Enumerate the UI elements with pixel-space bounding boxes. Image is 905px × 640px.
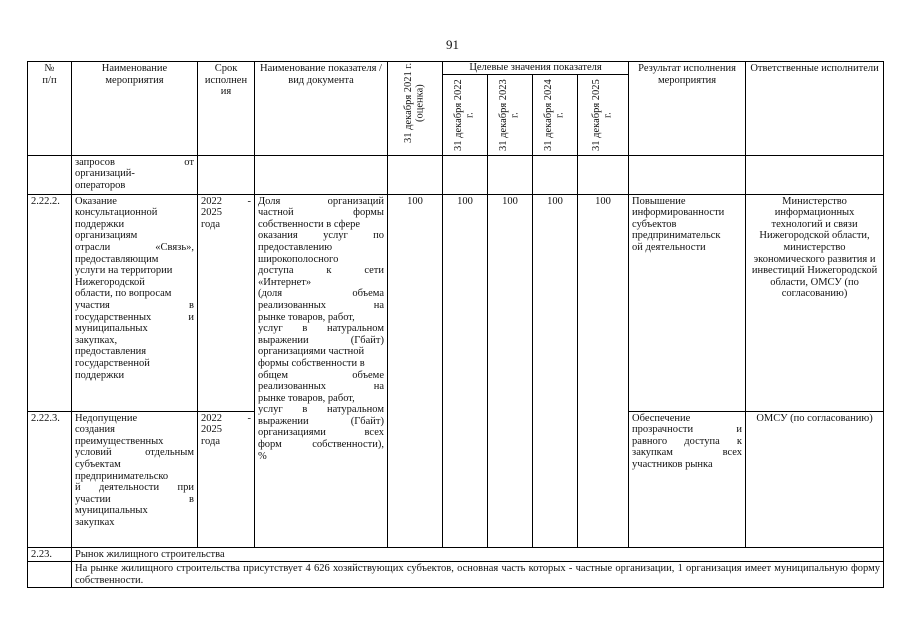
text-line: создания — [75, 424, 115, 436]
cell-term — [198, 194, 255, 411]
text-line: форм собственности), — [258, 439, 384, 451]
text-line: выражении (Гбайт) — [258, 334, 384, 346]
text-line: 2025 — [201, 424, 222, 436]
section-title: Рынок жилищного строительства — [72, 547, 884, 562]
cell-name — [72, 194, 198, 411]
text-line: 2022 - — [201, 195, 251, 207]
cell-2024: 100 — [533, 194, 578, 547]
header-name: Наименование мероприятия — [72, 62, 198, 156]
cell-num: 2.22.2. — [28, 194, 72, 411]
header-base-year — [388, 62, 443, 156]
text-line: выражении (Гбайт) — [258, 415, 384, 427]
cell-result — [629, 411, 746, 547]
text-line: государственных и — [75, 311, 194, 323]
text-line: прозрачности и — [632, 424, 743, 436]
text-line: предпринимательско — [75, 470, 169, 482]
text-line: предоставления — [75, 346, 147, 358]
text-line: поддержки — [75, 218, 125, 230]
text-line: реализованных на — [258, 299, 384, 311]
table-header-row — [28, 62, 884, 75]
text-line: организациями всех — [258, 427, 384, 439]
text-line: общем объеме — [258, 369, 384, 381]
cell-num — [28, 562, 72, 588]
text-line: «Интернет» — [258, 276, 312, 288]
text-line: 2022 - — [201, 412, 251, 424]
text-line: частной формы — [258, 207, 384, 219]
header-result: Результат исполнения мероприятия — [629, 62, 746, 156]
cell-num: 2.22.3. — [28, 411, 72, 547]
cell-2022: 100 — [443, 194, 488, 547]
text-line: услуги на территории — [75, 265, 173, 277]
page-number: 91 — [446, 37, 459, 52]
text-line: широкополосного — [258, 253, 339, 265]
text-line: рынке товаров, работ, — [258, 311, 355, 323]
header-year-2022-text: 31 декабря 2022 г. — [453, 78, 476, 151]
text-line: ой деятельности — [632, 241, 706, 253]
text-line: участия в — [75, 299, 194, 311]
text-line: консультационной — [75, 207, 158, 219]
text-line: отрасли «Связь», — [75, 241, 194, 253]
cell-2025 — [578, 155, 629, 194]
text-line: организациями частной — [258, 346, 365, 358]
text-line: муниципальных — [75, 323, 148, 335]
text-line: государственной — [75, 357, 150, 369]
text-line: организациям — [75, 230, 138, 242]
text-line: формы собственности в — [258, 357, 365, 369]
header-target-values: Целевые значения показателя — [443, 62, 629, 75]
header-year-2025-text: 31 декабря 2025 г. — [591, 78, 615, 151]
cell-2024 — [533, 155, 578, 194]
text-line: субъектов — [632, 218, 677, 230]
text-line: года — [201, 218, 220, 230]
cell-2022 — [443, 155, 488, 194]
cell-indicator — [255, 155, 388, 194]
text-line: области, по вопросам — [75, 288, 172, 300]
text-line: участии в — [75, 493, 194, 505]
text-line: Доля организаций — [258, 195, 384, 207]
cell-2023: 100 — [488, 194, 533, 547]
text-line: субъектам — [75, 458, 121, 470]
header-indicator: Наименование показателя / вид документа — [255, 62, 388, 156]
header-num: № п/п — [28, 62, 72, 156]
text-line: информированности — [632, 207, 725, 219]
cell-responsible: Министерство информационных технологий и связи Нижегородской области, министерство экономического развития и инвестиций Нижегородской области, ОМСУ (по согласованию) — [746, 194, 884, 411]
header-year-2023-text: 31 декабря 2023 г. — [498, 78, 521, 151]
header-base-year-text: 31 декабря 2021 г. (оценка) — [403, 62, 426, 144]
header-year-2024-text: 31 декабря 2024 г. — [543, 78, 566, 151]
text-line: закупках, — [75, 334, 118, 346]
text-line: Повышение — [632, 195, 686, 207]
text-line: закупкам всех — [632, 447, 743, 459]
text-line: организаций- — [75, 168, 135, 180]
cell-term — [198, 411, 255, 547]
header-term: Срок исполнен ия — [198, 62, 255, 156]
text-line: предоставляющим — [75, 253, 159, 265]
text-line: условий отдельным — [75, 447, 194, 459]
text-line: равного доступа к — [632, 435, 743, 447]
cell-base: 100 — [388, 194, 443, 547]
cell-indicator — [255, 194, 388, 547]
cell-num: 2.23. — [28, 547, 72, 562]
cell-num — [28, 155, 72, 194]
text-line: преимущественных — [75, 435, 164, 447]
text-line: 2025 — [201, 207, 222, 219]
cell-result — [629, 194, 746, 411]
cell-term — [198, 155, 255, 194]
text-line: Оказание — [75, 195, 117, 207]
section-row — [28, 547, 884, 562]
text-line: операторов — [75, 179, 126, 191]
note-row — [28, 562, 884, 588]
text-line: % — [258, 450, 267, 462]
text-line: поддержки — [75, 369, 125, 381]
text-line: закупках — [75, 516, 115, 528]
text-line: муниципальных — [75, 505, 148, 517]
cell-responsible — [746, 155, 884, 194]
cell-2023 — [488, 155, 533, 194]
text-line: й деятельности при — [75, 482, 194, 494]
table-row — [28, 194, 884, 411]
header-year-2025 — [578, 74, 629, 155]
text-line: запросов от — [75, 156, 194, 168]
text-line: (доля объема — [258, 288, 384, 300]
measures-table — [27, 61, 884, 588]
text-line: Нижегородской — [75, 276, 145, 288]
cell-name — [72, 155, 198, 194]
cell-result — [629, 155, 746, 194]
table-row-continuation — [28, 155, 884, 194]
text-line: собственности в сфере — [258, 218, 361, 230]
cell-responsible: ОМСУ (по согласованию) — [746, 411, 884, 547]
header-year-2023 — [488, 74, 533, 155]
header-year-2022 — [443, 74, 488, 155]
header-year-2024 — [533, 74, 578, 155]
note-text: На рынке жилищного строительства присутствует 4 626 хозяйствующих субъектов, основная часть которых - частные организации, 1 организация имеет муниципальную форму собственности. — [72, 562, 884, 588]
text-line: реализованных на — [258, 381, 384, 393]
text-line: услуг в натуральном — [258, 404, 384, 416]
cell-2025: 100 — [578, 194, 629, 547]
text-line: участников рынка — [632, 458, 713, 470]
text-line: предоставлению — [258, 241, 333, 253]
cell-name — [72, 411, 198, 547]
cell-base — [388, 155, 443, 194]
text-line: Обеспечение — [632, 412, 691, 424]
text-line: Недопущение — [75, 412, 138, 424]
text-line: года — [201, 435, 220, 447]
text-line: предпринимательск — [632, 230, 721, 242]
text-line: услуг в натуральном — [258, 323, 384, 335]
text-line: доступа к сети — [258, 265, 384, 277]
header-responsible: Ответственные исполнители — [746, 62, 884, 156]
text-line: рынке товаров, работ, — [258, 392, 355, 404]
text-line: оказания услуг по — [258, 230, 384, 242]
